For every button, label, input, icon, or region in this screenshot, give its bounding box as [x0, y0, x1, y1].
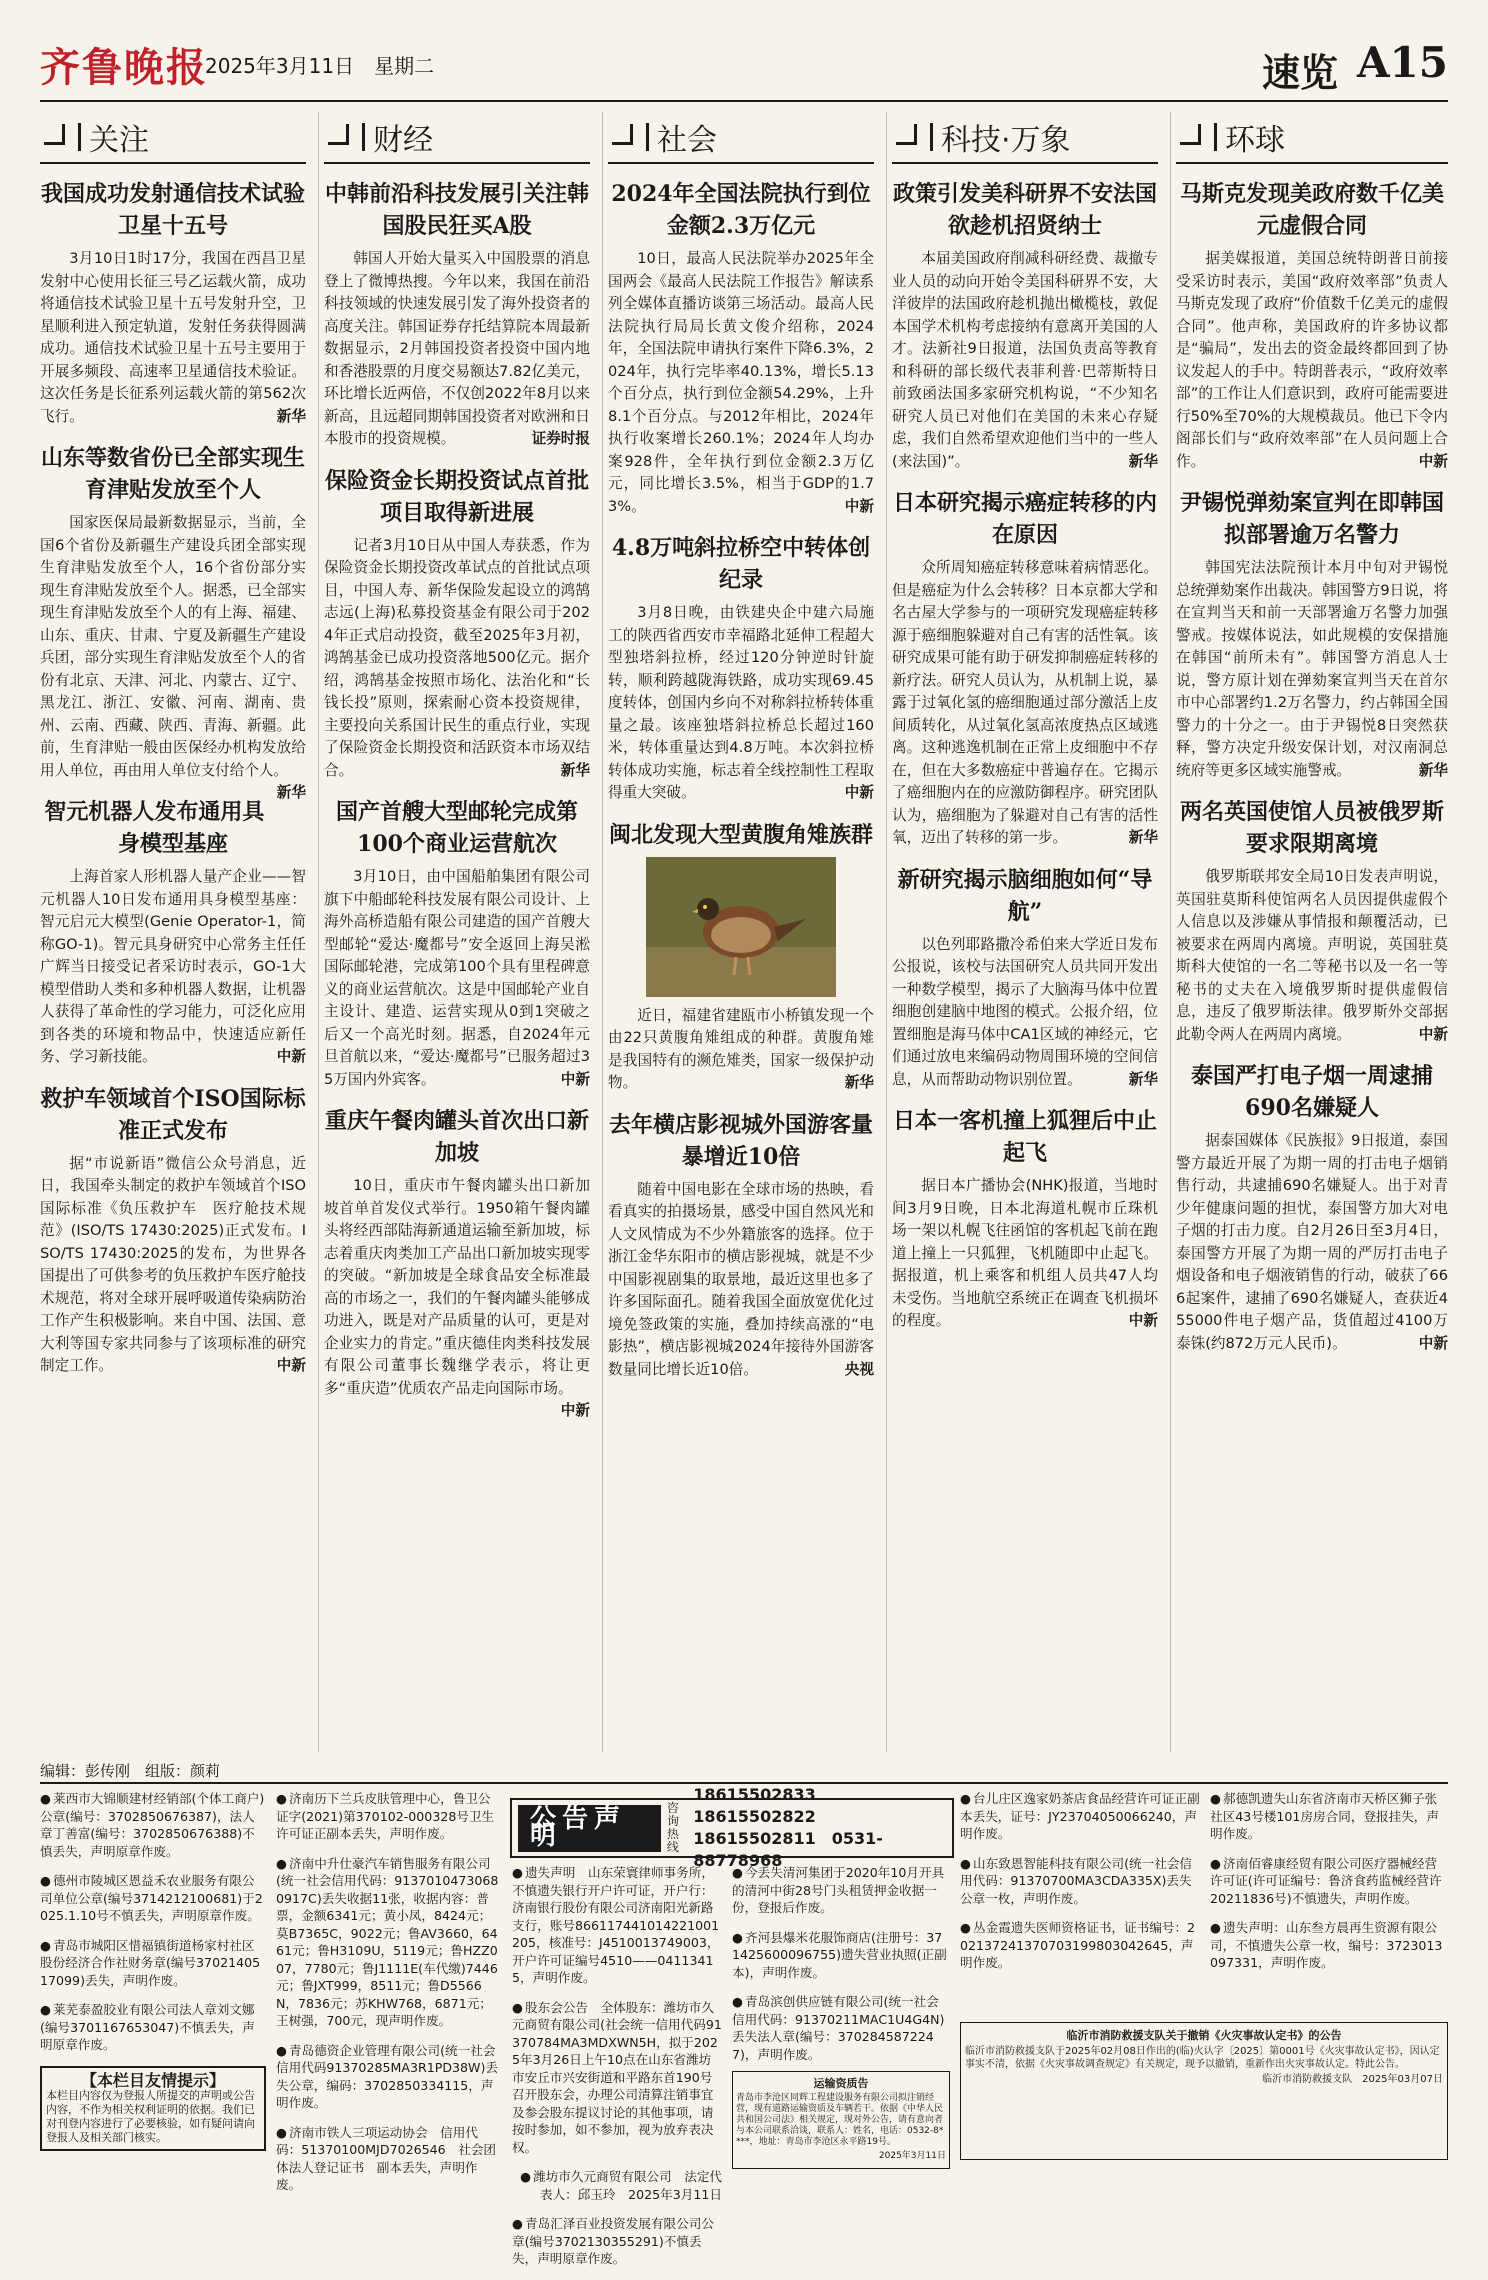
divider	[1214, 123, 1217, 151]
article-source: 中新	[1418, 1025, 1448, 1043]
divider	[362, 123, 365, 151]
article-source: 中新	[1418, 1334, 1448, 1352]
article	[324, 1105, 590, 1419]
arrow-icon	[324, 122, 354, 152]
column-world	[1176, 112, 1448, 1752]
notice: ● 济南中升仕豪汽车销售服务有限公司(统一社会信用代码：91370104730680917C)丢失收据11张，收据内容：普票，金额6341元；黄小凤，8424元；莫B7365C，9022元；鲁AV3660，6461元；鲁H3109U，5119元；鲁HZZ007，7780元；鲁J1111E(车代缴)7446元；鲁JXT999，8511元；鲁D5566N，7836元；苏KHW768，6871元；王树强，700元，现声明作废。	[276, 1855, 502, 2030]
article-body	[892, 557, 1158, 850]
notice: ● 丛金霞遗失医师资格证书，证书编号：202137241370703199803042645，声明作废。	[960, 1919, 1200, 1972]
column-header	[40, 112, 306, 164]
hint-title: 【本栏目友情提示】	[80, 2070, 225, 2090]
article	[608, 1109, 874, 1382]
fire-notice-sign: 临沂市消防救援支队 2025年03月07日	[1262, 2073, 1443, 2085]
article	[1176, 796, 1448, 1046]
notice: ● 德州市陵城区恩益禾农业服务有限公司单位公章(编号3714212100681)于2025.1.10号不慎丢失，声明原章作废。	[40, 1872, 266, 1925]
column-title: 关注	[89, 123, 149, 158]
headline: 4.8万吨斜拉桥空中转体创纪录	[611, 535, 871, 593]
article-body	[608, 1005, 874, 1095]
column-divider	[1170, 112, 1171, 1752]
headline: 国产首艘大型邮轮完成第100个商业运营航次	[335, 799, 578, 857]
article	[892, 864, 1158, 1092]
notice: ● 莱芜泰盈胶业有限公司法人章刘文娜(编号3701167653047)不慎丢失，声明原章作废。	[40, 2001, 266, 2054]
article	[40, 796, 306, 1069]
headline: 智元机器人发布通用具身模型基座	[44, 799, 265, 857]
newspaper-logo: 齐鲁晚报	[40, 44, 208, 91]
article-text: 3月10日1时17分，我国在西昌卫星发射中心使用长征三号乙运载火箭，成功将通信技术试验卫星十五号发射升空，卫星顺利进入预定轨道，发射任务获得圆满成功。通信技术试验卫星十五号主要用于开展多频段、高速率卫星通信技术验证。这次任务是长征系列运载火箭的第562次飞行。	[40, 250, 306, 425]
column-finance	[324, 112, 590, 1752]
article-source: 新华	[1418, 761, 1448, 779]
article-body	[608, 602, 874, 805]
article	[1176, 487, 1448, 782]
article-body	[324, 248, 590, 451]
article-body	[1176, 557, 1448, 782]
fire-notice-box	[960, 2022, 1448, 2160]
article-text: 近日，福建省建瓯市小桥镇发现一个由22只黄腹角雉组成的种群。黄腹角雉是我国特有的濒危雉类，国家一级保护动物。	[608, 1006, 874, 1091]
article	[608, 532, 874, 805]
banner-label: 公告声明	[518, 1805, 661, 1852]
article-source: 中新	[844, 784, 874, 801]
article	[40, 178, 306, 428]
article-source: 新华	[1128, 829, 1158, 846]
headline: 尹锡悦弹劾案宣判在即韩国拟部署逾万名警力	[1179, 490, 1444, 548]
article	[892, 487, 1158, 850]
article-text: 本届美国政府削减科研经费、裁撤专业人员的动向开始令美国科研界不安，大洋彼岸的法国政府趁机抛出橄榄枝，敦促本国学术机构考虑接纳有意离开美国的人才。法新社9日报道，法国负责高等教育和科研的部长级代表菲利普·巴蒂斯特日前致函法国多家研究机构说，“不少知名研究人员已对他们在美国的未来心存疑虑，我们自然希望欢迎他们当中的一些人(来法国)”。	[892, 250, 1158, 470]
article-source: 中新	[276, 1357, 306, 1374]
sale-notice-text: 青岛市李沧区同辉工程建设服务有限公司拟注销经营，现有道路运输资质及车辆若干。依据《中华人民共和国公司法》相关规定，现对外公告，请有意向者与本公司联系洽谈，联系人：姓名，电话：0532-8****，地址：青岛市李沧区永平路19号。	[736, 2092, 944, 2147]
article-text: 韩国宪法法院预计本月中旬对尹锡悦总统弹劾案作出裁决。韩国警方9日说，将在宣判当天和前一天部署逾万名警力加强警戒。按媒体说法，如此规模的安保措施在韩国“前所未有”。韩国警方消息人士说，警方原计划在弹劾案宣判当天在首尔市中心部署约1.2万名警力，约占韩国全国警力的十分之一。由于尹锡悦8日突然获释，警方决定升级安保计划，对汉南洞总统府等更多区域实施警戒。	[1176, 559, 1448, 779]
notice: ● 台儿庄区逸家奶茶店食品经营许可证正副本丢失，证号：JY23704050066240，声明作废。	[960, 1790, 1200, 1843]
article	[324, 178, 590, 451]
article-source: 证券时报	[531, 430, 590, 447]
article-source: 中新	[1128, 1312, 1158, 1329]
notice: ● 莱西市大锦顺建材经销部(个体工商户)公章(编号：3702850676387)，法人章丁善富(编号：3702850676388)不慎丢失，声明原章作废。	[40, 1790, 266, 1860]
headline: 闽北发现大型黄腹角雉族群	[608, 821, 873, 848]
sale-notice-box	[732, 2071, 950, 2169]
headline: 日本一客机撞上狐狸后中止起飞	[892, 1108, 1157, 1166]
bird-photo	[646, 857, 836, 997]
column-divider	[886, 112, 887, 1752]
article-text: 据美媒报道，美国总统特朗普日前接受采访时表示，美国“政府效率部”负责人马斯克发现了政府“价值数千亿美元的虚假合同”。他声称，美国政府的许多协议都是“骗局”，发出去的资金最终都回到了协议发起人的手中。特朗普表示，“政府效率部”的工作让人们意识到，政府可能需要进行50%至70%的大规模裁员。他已下令内阁部长们与“政府效率部”在人员问题上合作。	[1176, 250, 1448, 470]
article-source: 中新	[844, 497, 874, 515]
notice: ● 济南市铁人三项运动协会 信用代码：51370100MJD7026546 社会团体法人登记证书 副本丢失，声明作废。	[276, 2124, 502, 2194]
column-focus	[40, 112, 306, 1752]
article	[324, 796, 590, 1091]
article-source: 中新	[560, 1070, 590, 1088]
notice-column	[1210, 1790, 1448, 1984]
notice-column	[732, 1864, 950, 2169]
article-text: 以色列耶路撒冷希伯来大学近日发布公报说，该校与法国研究人员共同开发出一种数学模型，揭示了大脑海马体中位置细胞创建脑中地图的模式。公报介绍，位置细胞是海马体中CA1区域的神经元，它们通过放电来编码动物周围环境的空间信息，从而帮助动物识别位置。	[892, 935, 1158, 1088]
headline: 保险资金长期投资试点首批项目取得新进展	[324, 467, 589, 526]
column-society	[608, 112, 874, 1752]
article	[40, 442, 306, 801]
article	[1176, 178, 1448, 473]
article-text: 韩国人开始大量买入中国股票的消息登上了微博热搜。今年以来，我国在前沿科技领域的快速发展引发了海外投资者的高度关注。韩国证券存托结算院本周最新数据显示，2月韩国投资者投资中国内地和香港股票的月度交易额达7.82亿美元，环比增长近两倍，不仅创2022年8月以来新高，且远超同期韩国投资者对欧洲和日本股市的投资规模。	[324, 250, 590, 447]
headline: 马斯克发现美政府数千亿美元虚假合同	[1179, 181, 1444, 239]
column-tech	[892, 112, 1158, 1752]
article-source: 央视	[844, 1360, 874, 1378]
divider	[78, 123, 81, 151]
article-text: 记者3月10日从中国人寿获悉，作为保险资金长期投资改革试点的首批试点项目，中国人寿、新华保险发起设立的鸿鹄志远(上海)私募投资基金有限公司于2024年正式启动投资，截至2025年3月初，鸿鹄基金已成功投资落地500亿元。据介绍，鸿鹄基金按照市场化、法治化和“长钱长投”原则，探索耐心资本投资规律，主要投向关系国计民生的重点行业，实现了保险资金长期投资和活跃资本市场双结合。	[324, 536, 590, 779]
headline: 重庆午餐肉罐头首次出口新加坡	[324, 1108, 589, 1166]
article-source: 新华	[276, 407, 306, 425]
column-header	[608, 112, 874, 164]
article-body	[892, 1175, 1158, 1333]
notice: ● 济南佰睿康经贸有限公司医疗器械经营许可证(许可证编号：鲁济食药监械经营许20211836号)不慎遗失，声明作废。	[1210, 1855, 1448, 1908]
notice: ● 今丢失清河集团于2020年10月开具的清河中街28号门头租赁押金收据一份，登报后作废。	[732, 1864, 950, 1917]
headline: 两名英国使馆人员被俄罗斯要求限期离境	[1179, 799, 1444, 857]
article-source: 中新	[1418, 452, 1448, 470]
article-text: 俄罗斯联邦安全局10日发表声明说，英国驻莫斯科使馆两名人员因提供虚假个人信息以及涉嫌从事情报和颠覆活动，已被要求在两周内离境。声明说，英国驻莫斯科大使馆的一名二等秘书以及一名一等秘书的丈夫在入境俄罗斯时提供虚假信息，违反了俄罗斯法律。俄罗斯外交部据此勒令两人在两周内离境。	[1176, 868, 1448, 1043]
notice: ● 齐河县爆米花服饰商店(注册号：371425600096755)遗失营业执照(正副本)，声明作废。	[732, 1929, 950, 1982]
article-text: 上海首家人形机器人量产企业——智元机器人10日发布通用具身模型基座：智元启元大模型(Genie Operator-1，简称GO-1)。智元具身研究中心常务主任任广辉当日接受记者采访时表示，GO-1大模型借助人类和多种机器人数据，让机器人获得了革命性的学习能力，可泛化应用到各类的环境和物品中，快速适应新任务、学习新技能。	[40, 868, 306, 1065]
notice: ● 青岛市城阳区惜福镇街道杨家村社区股份经济合作社财务章(编号3702140517099)丢失，声明作废。	[40, 1937, 266, 1990]
article	[892, 178, 1158, 473]
headline: 2024年全国法院执行到位金额2.3万亿元	[611, 181, 871, 239]
masthead	[40, 28, 1448, 102]
headline: 我国成功发射通信技术试验卫星十五号	[40, 181, 305, 239]
notice-column	[960, 1790, 1200, 1984]
fire-notice-text: 临沂市消防救援支队于2025年02月08日作出的(临)火认字〔2025〕第0001号《火灾事故认定书》，因认定事实不清，依据《火灾事故调查规定》有关规定，现予以撤销，重新作出火灾事故认定。特此公告。	[965, 2045, 1440, 2070]
article-text: 随着中国电影在全球市场的热映，看看真实的拍摄场景，感受中国自然风光和人文风情成为不少外籍旅客的选择。位于浙江金华东阳市的横店影视城，就是不少中国影视剧集的取景地，最近这里也多了许多国际面孔。随着我国全面放宽优化过境免签政策的实施，叠加持续高涨的“电影热”，横店影视城2024年接待外国游客数量同比增长近10倍。	[608, 1180, 874, 1378]
arrow-icon	[1176, 122, 1206, 152]
article	[608, 178, 874, 518]
article-text: 众所周知癌症转移意味着病情恶化。但是癌症为什么会转移？日本京都大学和名古屋大学参与的一项研究发现癌症转移源于癌细胞躲避对自己有害的活性氧。该研究成果可能有助于研发抑制癌症转移的新疗法。研究人员认为，从机制上说，暴露于过氧化氢的癌细胞通过部分激活上皮间质转化，从过氧化氢高浓度热点区域逃离。这种逃逸机制在正常上皮细胞中不存在，但在大多数癌症中普遍存在。它揭示了癌细胞内在的应激防御程序。研究团队认为，癌细胞为了躲避对自己有害的活性氧，迈出了转移的第一步。	[892, 559, 1158, 846]
headline: 政策引发美科研界不安法国欲趁机招贤纳士	[892, 181, 1157, 239]
article-source: 新华	[276, 784, 306, 801]
article-body	[608, 248, 874, 518]
article-text: 3月8日晚，由铁建央企中建六局施工的陕西省西安市幸福路北延伸工程超大型独塔斜拉桥，经过120分钟逆时针旋转，顺利跨越陇海铁路，成功实现69.45度转体，创国内乡向不对称斜拉桥转体重量之最。该座独塔斜拉桥总长超过160米，转体重量达到4.8万吨。本次斜拉桥转体成功实施，标志着全线控制性工程取得重大突破。	[608, 604, 874, 801]
hint-box	[40, 2066, 266, 2152]
column-divider	[318, 112, 319, 1752]
article-source: 中新	[276, 1048, 306, 1065]
notice: ● 郝德凯遗失山东省济南市天桥区狮子张社区43号楼101房房合同，登报挂失，声明作废。	[1210, 1790, 1448, 1843]
notice: ● 山东致恩智能科技有限公司(统一社会信用代码：91370700MA3CDA335X)丢失公章一枚，声明作废。	[960, 1855, 1200, 1908]
article-body	[1176, 248, 1448, 473]
article-text: 据泰国媒体《民族报》9日报道，泰国警方最近开展了为期一周的打击电子烟销售行动，共逮捕690名嫌疑人。出于对青少年健康问题的担忧，泰国警方加大对电子烟的打击力度。自2月26日至3月4日，泰国警方开展了为期一周的严厉打击电子烟设备和电子烟液销售的行动，破获了666起案件，逮捕了690名嫌疑人，查获近455000件电子烟产品，货值超过4100万泰铢(约872万元人民币)。	[1176, 1132, 1448, 1352]
notice: ● 青岛汇泽百业投资发展有限公司公章(编号3702130355291)不慎丢失，声明原章作废。	[512, 2215, 722, 2268]
hotline-phones: 18615502833 18615502822 18615502811 0531-88778968	[693, 1785, 883, 1870]
article	[1176, 1060, 1448, 1355]
notice: ● 济南历下兰兵皮肤管理中心，鲁卫公证字(2021)第370102-000328号卫生许可证正副本丢失，声明作废。	[276, 1790, 502, 1843]
article-body	[324, 866, 590, 1091]
article-body	[40, 866, 306, 1069]
notice-banner	[510, 1785, 954, 1870]
notice-column	[276, 1790, 502, 2206]
article-source: 中新	[560, 1402, 590, 1419]
article-source: 新华	[844, 1074, 874, 1091]
column-divider	[602, 112, 603, 1752]
notices-section	[40, 1785, 1448, 2266]
issue-date: 2025年3月11日 星期二	[205, 54, 435, 78]
article-body	[324, 535, 590, 783]
arrow-icon	[40, 122, 70, 152]
article-body	[40, 248, 306, 428]
article-text: 10日，最高人民法院举办2025年全国两会《最高人民法院工作报告》解读系列全媒体直播访谈第三场活动。最高人民法院执行局局长黄文俊介绍称，2024年，全国法院申请执行案件下降6.3%，2024年，执行完毕率40.13%，增长5.13个百分点，执行到位金额54.29%，上升8.1个百分点。与2012年相比，2024年执行收案增长260.1%；2024年人均办案928件，全年执行到位金额2.3万亿元，同比增长3.5%，相当于GDP的1.73%。	[608, 250, 874, 515]
sale-notice-date: 2025年3月11日	[878, 2150, 946, 2161]
article-text: 10日，重庆市午餐肉罐头出口新加坡首单首发仪式举行。1950箱午餐肉罐头将经西部陆海新通道运输至新加坡，标志着重庆肉类加工产品出口新加坡实现零的突破。“新加坡是全球食品安全标准最高的市场之一，我们的午餐肉罐头能够成功进入，既是对产品质量的认可，更是对企业实力的肯定。”重庆德佳肉类科技发展有限公司董事长魏继学表示，将让更多“重庆造”优质农产品走向国际市场。	[324, 1177, 590, 1397]
column-title: 环球	[1225, 123, 1285, 158]
article	[40, 1083, 306, 1378]
headline: 去年横店影视城外国游客量暴增近10倍	[608, 1111, 873, 1170]
notice: ● 青岛德资企业管理有限公司(统一社会信用代码91370285MA3R1PD38W)丢失公章，编码：3702850334115，声明作废。	[276, 2042, 502, 2112]
notice: ● 青岛滨创供应链有限公司(统一社会信用代码：91370211MAC1U4G4N)丢失法人章(编号：3702845872247)，声明作废。	[732, 1993, 950, 2063]
article-body	[1176, 1130, 1448, 1355]
article-body	[608, 1179, 874, 1382]
column-title: 财经	[373, 123, 433, 158]
fire-notice-title: 临沂市消防救援支队关于撤销《火灾事故认定书》的公告	[1066, 2029, 1342, 2042]
sale-notice-title: 运输资质告	[813, 2077, 869, 2090]
article-body	[1176, 866, 1448, 1046]
column-title: 科技·万象	[941, 123, 1071, 158]
column-header	[324, 112, 590, 164]
divider	[930, 123, 933, 151]
article-body	[40, 512, 306, 801]
article-body	[324, 1175, 590, 1419]
notice: ● 遗失声明 山东荣寰律师事务所，不慎遗失银行开户许可证，开户行：济南银行股份有限公司济南阳光新路支行，账号866117441014221001205，核准号：J4510013749003，开户许可证编号4510——04113415，声明作废。	[512, 1864, 722, 1987]
notice-signature: ● 潍坊市久元商贸有限公司 法定代表人：邱玉玲 2025年3月11日	[512, 2168, 722, 2203]
headline: 日本研究揭示癌症转移的内在原因	[892, 490, 1157, 548]
hint-text: 本栏目内容仅为登报人所提交的声明或公告内容，不作为相关权利证明的依据。我们已对刊登内容进行了必要核验，如有疑问请向登报人及相关部门核实。	[46, 2089, 255, 2144]
article-text: 据日本广播协会(NHK)报道，当地时间3月9日晚，日本北海道札幌市丘珠机场一架以札幌飞往函馆的客机起飞前在跑道上撞上一只狐狸，飞机随即中止起飞。据报道，机上乘客和机组人员共47人均未受伤。当地航空系统正在调查飞机损坏的程度。	[892, 1177, 1158, 1329]
headline: 山东等数省份已全部实现生育津贴发放至个人	[40, 445, 305, 503]
headline: 新研究揭示脑细胞如何“导航”	[897, 866, 1153, 925]
article	[608, 819, 874, 1095]
column-title: 社会	[657, 123, 717, 158]
notice: ● 遗失声明：山东叁方晨再生资源有限公司，不慎遗失公章一枚，编号：3723013097331，声明作废。	[1210, 1919, 1448, 1972]
divider	[646, 123, 649, 151]
headline: 中韩前沿科技发展引关注韩国股民狂买A股	[324, 181, 589, 239]
notice-column	[40, 1790, 266, 2151]
arrow-icon	[892, 122, 922, 152]
editor-credit: 编辑：彭传刚 组版：颜莉	[40, 1762, 221, 1780]
notice-column	[512, 1864, 722, 2280]
article-body	[40, 1153, 306, 1378]
notice: ● 股东会公告 全体股东：潍坊市久元商贸有限公司(社会统一信用代码91370784MA3MDXWN5H，拟于2025年3月26日上午10点在山东省潍坊市安丘市兴安街道和平路东首190号召开股东会，办理公司清算注销事宜及参会股东提议讨论的其他事项，请按时参加，如不参加，视为放弃表决权。	[512, 1999, 722, 2157]
article-source: 新华	[1128, 452, 1158, 470]
column-header	[892, 112, 1158, 164]
column-header	[1176, 112, 1448, 164]
article-body	[892, 934, 1158, 1092]
headline: 救护车领域首个ISO国际标准正式发布	[40, 1085, 306, 1144]
article-source: 新华	[1128, 1070, 1158, 1088]
article-text: 3月10日，由中国船舶集团有限公司旗下中船邮轮科技发展有限公司设计、上海外高桥造船有限公司建造的国产首艘大型邮轮“爱达·魔都号”安全返回上海吴淞国际邮轮港，完成第100个具有里程碑意义的商业运营航次。这是中国邮轮产业自主设计、建造、运营实现从0到1突破之后又一个高光时刻。据悉，自2024年元旦首航以来，“爱达·魔都号”已服务超过35万国内外宾客。	[324, 868, 590, 1088]
headline: 泰国严打电子烟一周逮捕690名嫌疑人	[1190, 1063, 1433, 1121]
article-source: 新华	[560, 761, 590, 779]
article-text: 国家医保局最新数据显示，当前，全国6个省份及新疆生产建设兵团全部实现生育津贴发放至个人，16个省份部分实现生育津贴发放至个人。据悉，已全部实现生育津贴发放至个人的有上海、福建、山东、重庆、甘肃、宁夏及新疆生产建设兵团，部分实现生育津贴发放至个人的省份有北京、天津、河北、内蒙古、辽宁、黑龙江、浙江、安徽、河南、湖南、贵州、云南、西藏、陕西、青海、新疆。此前，生育津贴一般由医保经办机构发放给用人单位，再由用人单位支付给个人。	[40, 514, 306, 779]
article-body	[892, 248, 1158, 473]
article	[892, 1105, 1158, 1333]
article	[324, 465, 590, 783]
page-section: 速览	[1261, 51, 1338, 95]
hotline-label: 咨询热线	[666, 1801, 679, 1854]
page-number: A15	[1356, 38, 1448, 87]
arrow-icon	[608, 122, 638, 152]
article-text: 据“市说新语”微信公众号消息，近日，我国牵头制定的救护车领域首个ISO国际标准《负压救护车 医疗舱技术规范》(ISO/TS 17430:2025)正式发布。ISO/TS 17430:2025的发布，为世界各国提出了可供参考的负压救护车医疗舱技术规范，将对全球开展呼吸道传染病防治工作产生积极影响。来自中国、法国、意大利等国专家共同参与了该项标准的研究制定工作。	[40, 1154, 306, 1374]
